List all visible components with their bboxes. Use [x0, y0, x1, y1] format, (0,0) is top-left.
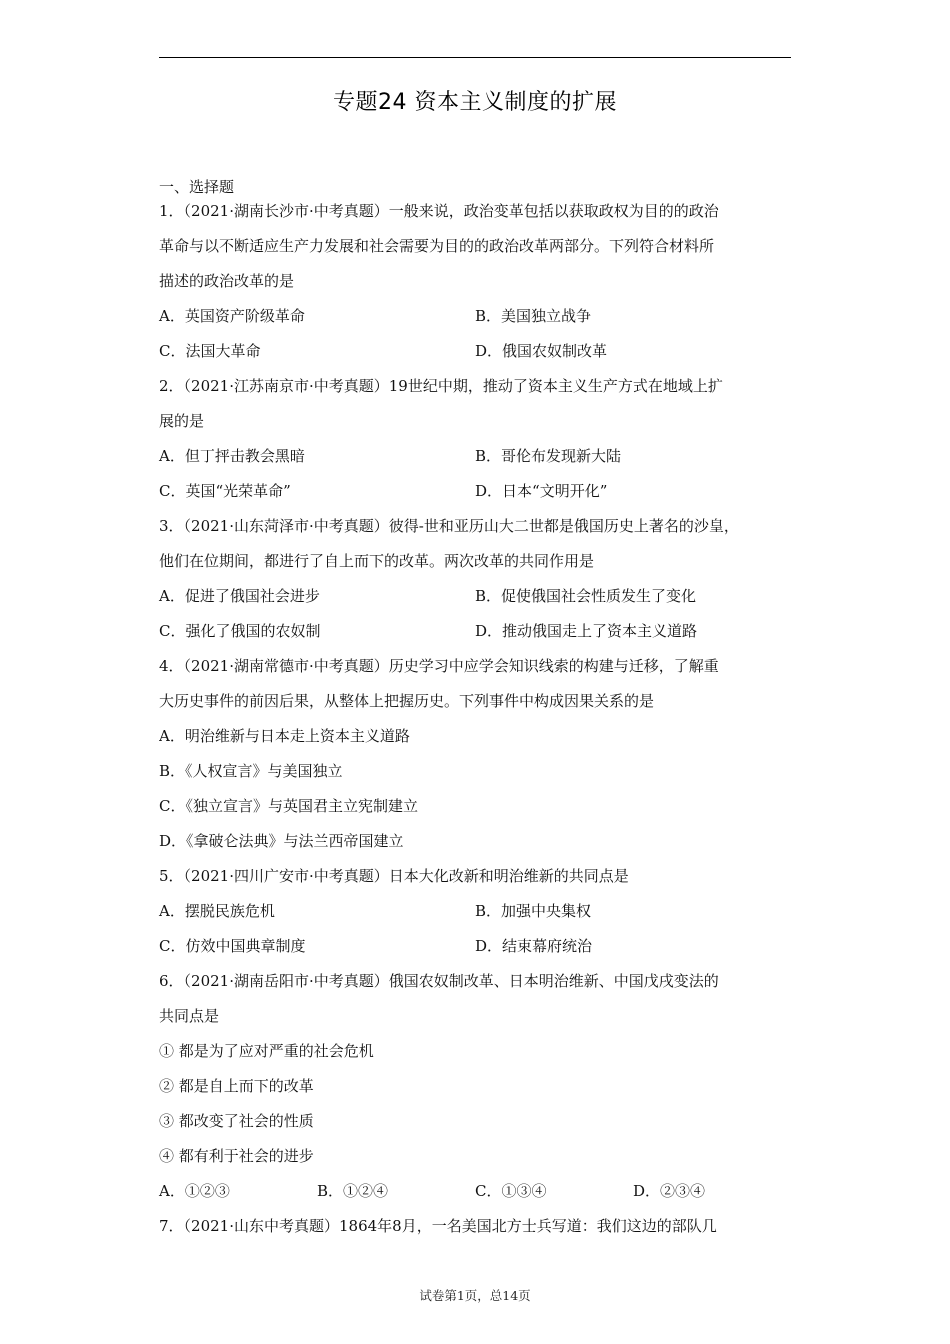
question-6-line-1: 6．（2021·湖南岳阳市·中考真题）俄国农奴制改革、日本明治维新、中国戊戌变法的: [159, 972, 719, 990]
question-2-option-d: D．日本“文明开化”: [475, 482, 608, 500]
question-6-statement-2: ② 都是自上而下的改革: [159, 1077, 314, 1095]
question-1-line-2: 革命与以不断适应生产力发展和社会需要为目的的政治改革两部分。下列符合材料所: [159, 237, 715, 255]
question-5-options-row-1: [159, 900, 791, 935]
question-6-options-row: [159, 1180, 791, 1215]
question-2-options-row-2: [159, 480, 791, 515]
question-1-option-a: A．英国资产阶级革命: [159, 307, 305, 325]
header-rule: [159, 57, 791, 58]
question-3-line-1: 3．（2021·山东菏泽市·中考真题）彼得-世和亚历山大二世都是俄国历史上著名的沙皇，: [159, 517, 739, 535]
question-1-line-3: 描述的政治改革的是: [159, 272, 295, 290]
question-3-line-2: 他们在位期间，都进行了自上而下的改革。两次改革的共同作用是: [159, 552, 595, 570]
question-5-option-a: A．摆脱民族危机: [159, 902, 275, 920]
question-6-option-b: B．①②④: [317, 1182, 389, 1200]
question-6-option-d: D．②③④: [633, 1182, 706, 1200]
question-6-statement-3: ③ 都改变了社会的性质: [159, 1112, 314, 1130]
question-2-option-a: A．但丁抨击教会黑暗: [159, 447, 305, 465]
question-3-option-a: A．促进了俄国社会进步: [159, 587, 320, 605]
question-4-line-2: 大历史事件的前因后果，从整体上把握历史。下列事件中构成因果关系的是: [159, 692, 655, 710]
question-4-option-c: C．《独立宣言》与英国君主立宪制建立: [159, 797, 418, 815]
question-2-option-c: C．英国“光荣革命”: [159, 482, 291, 500]
question-2-line-2: 展的是: [159, 412, 205, 430]
question-1-option-b: B．美国独立战争: [475, 307, 592, 325]
question-5-line-1: 5．（2021·四川广安市·中考真题）日本大化改新和明治维新的共同点是: [159, 867, 629, 885]
question-2-option-b: B．哥伦布发现新大陆: [475, 447, 622, 465]
question-3-option-c: C．强化了俄国的农奴制: [159, 622, 321, 640]
question-2-line-1: 2．（2021·江苏南京市·中考真题）19世纪中期，推动了资本主义生产方式在地域上扩: [159, 377, 723, 395]
question-1-option-c: C．法国大革命: [159, 342, 261, 360]
question-7-line-1: 7．（2021·山东中考真题）1864年8月，一名美国北方士兵写道：我们这边的部队几: [159, 1217, 717, 1235]
question-6-option-a: A．①②③: [159, 1182, 230, 1200]
question-6-statement-4: ④ 都有利于社会的进步: [159, 1147, 314, 1165]
question-1-option-d: D．俄国农奴制改革: [475, 342, 608, 360]
question-5-options-row-2: [159, 935, 791, 970]
question-2-options-row-1: [159, 445, 791, 480]
question-4-option-d: D．《拿破仑法典》与法兰西帝国建立: [159, 832, 404, 850]
question-3-option-d: D．推动俄国走上了资本主义道路: [475, 622, 698, 640]
question-list: [159, 176, 791, 1250]
question-5-option-d: D．结束幕府统治: [475, 937, 593, 955]
question-1-options-row-2: [159, 340, 791, 375]
question-3-options-row-1: [159, 585, 791, 620]
document-title: 专题24 资本主义制度的扩展: [333, 90, 617, 115]
question-4-option-a: A．明治维新与日本走上资本主义道路: [159, 727, 410, 745]
page-footer: 试卷第1页，总14页: [419, 1288, 531, 1303]
section-heading: 一、选择题: [159, 178, 235, 196]
question-1-options-row-1: [159, 305, 791, 340]
question-4-line-1: 4．（2021·湖南常德市·中考真题）历史学习中应学会知识线索的构建与迁移，了解重: [159, 657, 719, 675]
question-3-option-b: B．促使俄国社会性质发生了变化: [475, 587, 697, 605]
question-6-statement-1: ① 都是为了应对严重的社会危机: [159, 1042, 374, 1060]
question-5-option-c: C．仿效中国典章制度: [159, 937, 306, 955]
question-1-line-1: 1．（2021·湖南长沙市·中考真题）一般来说，政治变革包括以获取政权为目的的政治: [159, 202, 719, 220]
question-6-line-2: 共同点是: [159, 1007, 220, 1025]
question-6-option-c: C．①③④: [475, 1182, 547, 1200]
question-4-option-b: B．《人权宣言》与美国独立: [159, 762, 343, 780]
question-3-options-row-2: [159, 620, 791, 655]
question-5-option-b: B．加强中央集权: [475, 902, 592, 920]
